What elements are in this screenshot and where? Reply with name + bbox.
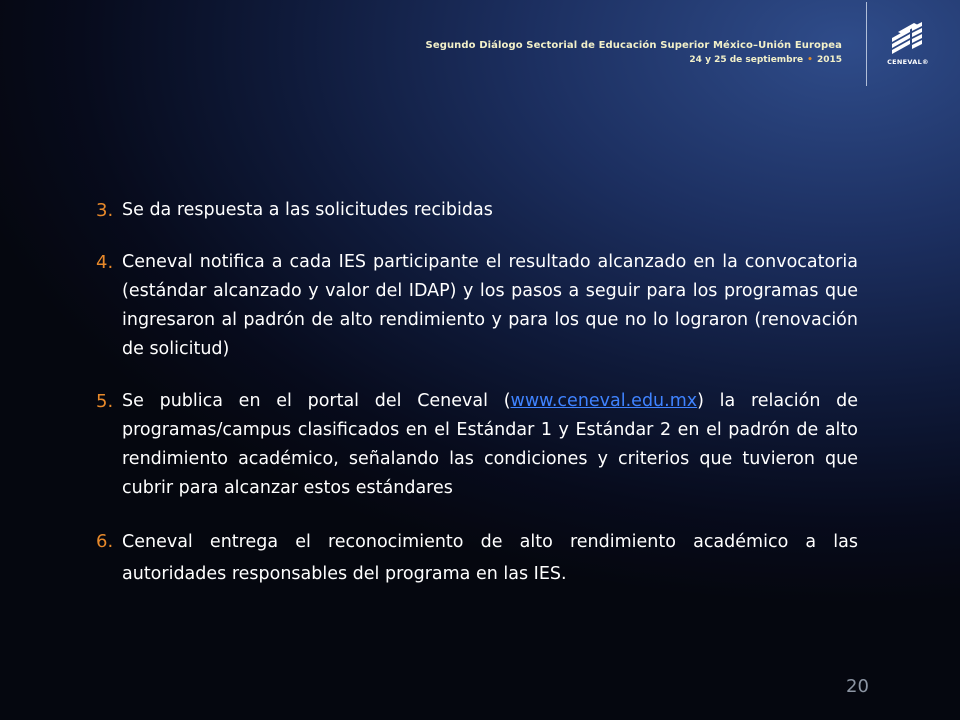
- item-number: 4.: [96, 252, 114, 273]
- ceneval-website-link[interactable]: www.ceneval.edu.mx: [510, 391, 698, 411]
- item-text: Se da respuesta a las solicitudes recibidas: [122, 200, 493, 220]
- item-number: 5.: [96, 391, 114, 412]
- item-text: Ceneval notifica a cada IES participante el resultado alcanzado en la convocatoria (estándar alcanzado y valor del IDAP) y los pasos a seguir para los programas que ingresaron al padrón de alto rendimiento y para los que no lo lograron (renovación de solicitud): [122, 252, 858, 359]
- item-number: 3.: [96, 200, 114, 221]
- header-date: [426, 55, 842, 65]
- item-text: [122, 387, 858, 503]
- header-date-days: 24 y 25 de septiembre: [689, 55, 804, 65]
- header-date-year: 2015: [816, 55, 842, 65]
- bullet-dot-icon: •: [807, 55, 813, 65]
- item-number: 6.: [96, 531, 114, 552]
- header-title: Segundo Diálogo Sectorial de Educación Superior México–Unión Europea: [425, 40, 842, 51]
- page-number: 20: [846, 676, 869, 697]
- header: [426, 40, 842, 65]
- item-text: Ceneval entrega el reconocimiento de alto rendimiento académico a las autoridades responsables del programa en las IES.: [122, 532, 858, 584]
- content-list: [96, 196, 858, 613]
- list-item: [96, 196, 858, 225]
- item-text-after-link: ) la relación de programas/campus clasificados en el Estándar 1 y Estándar 2 en el padrón de alto rendimiento académico, señalando las condiciones y criterios que tuvieron que cubrir para alcanzar estos estándares: [122, 391, 858, 498]
- list-item: [96, 248, 858, 364]
- list-item: [96, 387, 858, 503]
- ceneval-logo-icon: [884, 18, 930, 60]
- list-item: [96, 526, 858, 590]
- item-text-before-link: Se publica en el portal del Ceneval (: [122, 391, 511, 411]
- logo-text: CENEVAL®: [887, 58, 929, 66]
- header-divider: [866, 2, 867, 86]
